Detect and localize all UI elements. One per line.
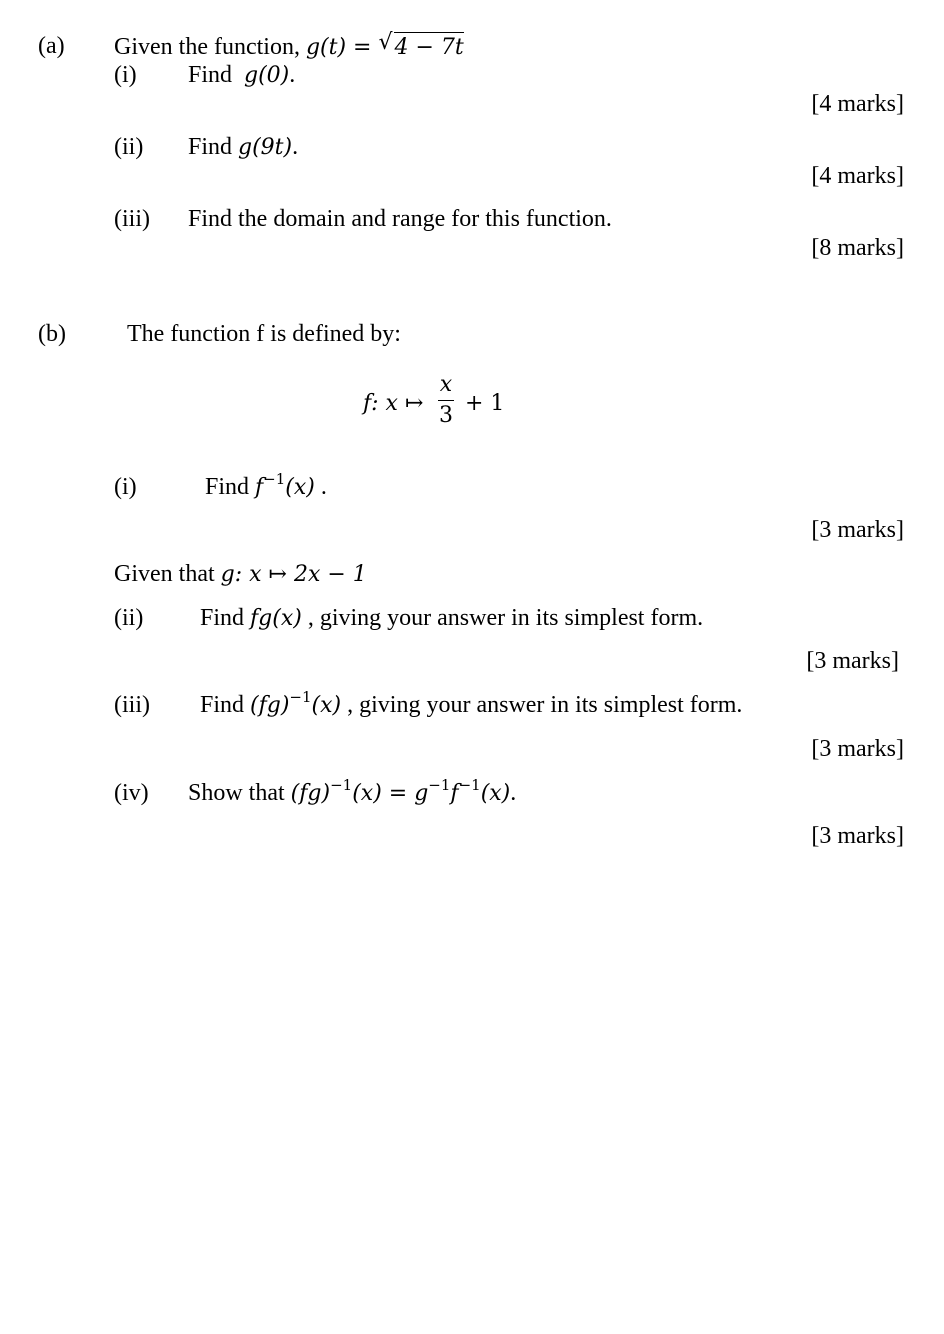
part-b-q1-tail: . xyxy=(314,474,327,500)
part-a-q1-text xyxy=(188,61,295,90)
part-a-q3-number: (iii) xyxy=(114,206,150,232)
part-b-given-math: g: x ↦ 2x − 1 xyxy=(220,562,367,587)
part-b-q3-math: (fg)$^{-1}$(x) xyxy=(250,687,342,718)
part-b-q2-math: fg(x) xyxy=(250,606,302,631)
part-b-q3-number: (iii) xyxy=(114,692,150,718)
part-b-intro: The function f is defined by: xyxy=(127,321,401,347)
part-a-intro xyxy=(114,32,464,62)
inverse-superscript: −1 xyxy=(263,469,286,488)
part-a-label: (a) xyxy=(38,33,65,59)
part-a-q1-math: g(0) xyxy=(244,63,290,88)
fraction-denominator: 3 xyxy=(439,403,453,428)
part-a-q2-label: Find xyxy=(188,134,233,160)
part-b-q4-marks: [3 marks] xyxy=(811,823,904,849)
part-b-q2-marks: [3 marks] xyxy=(806,648,899,674)
part-a-q3-text: Find the domain and range for this function. xyxy=(188,206,612,232)
part-b-q3-tail: , giving your answer in its simplest form. xyxy=(341,692,743,718)
part-a-function xyxy=(305,30,464,60)
sqrt-expression: √ 4 − 7t xyxy=(378,30,464,60)
part-b-q2-label: Find xyxy=(200,605,245,631)
part-b-q1-label: Find xyxy=(205,474,250,500)
part-b-q3-marks: [3 marks] xyxy=(811,736,904,762)
part-a-q2-math: g(9t) xyxy=(238,135,293,160)
part-b-q1-math: $f^{-1}(x)$ xyxy=(255,469,315,500)
part-b-q1-marks: [3 marks] xyxy=(811,517,904,543)
part-a-q2-number: (ii) xyxy=(114,134,144,160)
part-a-q1-marks: [4 marks] xyxy=(811,91,904,117)
part-b-q4-tail: . xyxy=(510,780,517,806)
part-a-q1-number: (i) xyxy=(114,62,137,88)
part-b-q3-text xyxy=(200,687,743,720)
display-equation-tail: + 1 xyxy=(465,391,505,416)
inverse-superscript: −1 xyxy=(289,687,312,706)
part-b-q4-label: Show that xyxy=(188,780,285,806)
display-fraction xyxy=(434,372,458,429)
part-b-q4-number: (iv) xyxy=(114,780,149,806)
part-a-q1-label: Find xyxy=(188,62,233,88)
part-a-q2-tail: . xyxy=(292,134,299,160)
part-b-q1-number: (i) xyxy=(114,474,137,500)
part-b-given xyxy=(114,560,367,589)
part-b-given-text: Given that xyxy=(114,561,215,587)
part-b-q1-text xyxy=(205,469,327,502)
display-equation-lhs: f: x ↦ xyxy=(363,391,424,416)
part-b-q4-text xyxy=(188,775,517,808)
fraction-bar xyxy=(438,400,454,401)
part-a-intro-text: Given the function, xyxy=(114,34,300,60)
part-b-q2-tail: , giving your answer in its simplest form. xyxy=(301,605,704,631)
part-b-q4-math: $(fg)^{-1}(x) = g^{-1}f^{-1}(x)$ xyxy=(290,775,511,806)
part-b-q2-text xyxy=(200,604,703,633)
inverse-superscript: −1 xyxy=(330,775,353,794)
part-b-label: (b) xyxy=(38,321,66,347)
part-a-q2-marks: [4 marks] xyxy=(811,163,904,189)
fraction-numerator: x xyxy=(439,372,453,397)
sqrt-radicand: 4 − 7t xyxy=(394,32,463,62)
part-a-q1-tail: . xyxy=(289,62,296,88)
inverse-superscript: −1 xyxy=(428,775,451,794)
part-b-q2-number: (ii) xyxy=(114,605,144,631)
part-a-q3-marks: [8 marks] xyxy=(811,235,904,261)
part-a-func-lhs: g(t) = xyxy=(305,35,372,60)
part-b-q3-label: Find xyxy=(200,692,245,718)
part-a-q2-text xyxy=(188,133,298,162)
inverse-superscript: −1 xyxy=(458,775,481,794)
